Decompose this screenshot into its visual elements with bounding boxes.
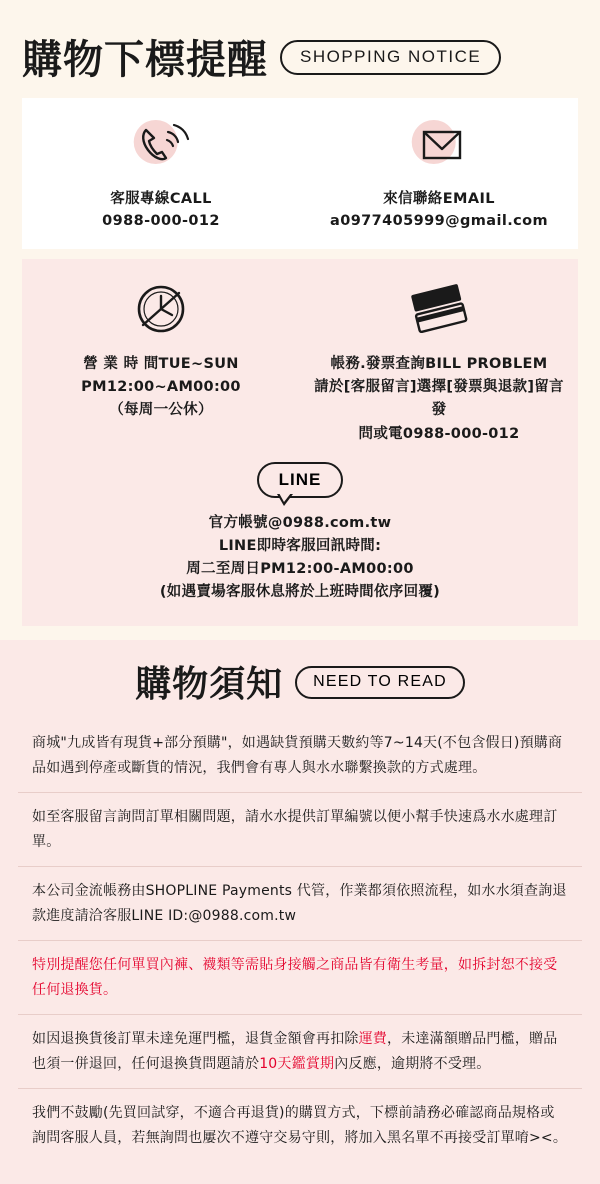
notice-blacklist [18, 1089, 582, 1162]
notice-header [0, 640, 600, 711]
notice-list [18, 719, 582, 1162]
billing-line: 請於[客服留言]選擇[發票與退款]留言發 [314, 379, 564, 419]
notice-payments [18, 867, 582, 941]
clock-icon-wrap [32, 281, 290, 343]
business-hours-block [22, 281, 300, 446]
shopping-notice-badge: SHOPPING NOTICE [280, 40, 501, 75]
email-icon-wrap [308, 116, 570, 178]
contact-value: 0988-000-012 [102, 213, 220, 230]
notice-section [0, 640, 600, 1184]
business-hours-line: （每周一公休） [109, 402, 213, 419]
phone-icon-wrap [30, 116, 292, 178]
notice-text-segment: 如至客服留言詢問訂單相關問題，請水水提供訂單編號以便小幫手快速爲水水處理訂單。 [32, 809, 558, 850]
contact-label: 客服專線CALL [110, 191, 212, 207]
credit-card-icon-wrap [310, 281, 568, 343]
billing-block [300, 281, 578, 446]
billing-line: 問或電0988-000-012 [358, 425, 520, 442]
notice-text-segment: 如因退換貨後訂單未達免運門檻，退貨金額會再扣除 [32, 1031, 359, 1048]
notice-text-segment: 我們不鼓勵(先買回試穿，不適合再退貨)的購買方式，下標前請務必確認商品規格或詢問客服人員，若無詢問也屢次不遵守交易守則，將加入黑名單不再接受訂單唷><。 [32, 1105, 568, 1146]
line-block [22, 462, 578, 605]
notice-text-segment: 特別提醒您任何單買內褲、襪類等需貼身接觸之商品皆有衛生考量，如拆封恕不接受任何退換貨。 [32, 957, 558, 998]
info-panel [22, 259, 578, 627]
notice-text-segment: 內反應，逾期將不受理。 [334, 1055, 491, 1072]
clock-icon [129, 279, 193, 344]
contact-value: a0977405999@gmail.com [330, 213, 548, 230]
contact-card [22, 98, 578, 249]
notice-preorder [18, 719, 582, 793]
page-title: 購物下標提醒 [22, 37, 268, 83]
line-badge: LINE [257, 462, 344, 498]
contact-label: 來信聯絡EMAIL [383, 191, 495, 207]
notice-order-number [18, 793, 582, 867]
billing-line: 帳務.發票查詢BILL PROBLEM [330, 355, 548, 372]
line-note: (如遇賣場客服休息將於上班時間依序回覆) [159, 584, 441, 601]
notice-text-segment: 運費 [358, 1031, 388, 1048]
notice-text-segment: 本公司金流帳務由SHOPLINE Payments 代管，作業都須依照流程，如水水須查詢退款進度請洽客服LINE ID:@0988.com.tw [32, 883, 567, 924]
notice-text-segment: 10天鑑賞期 [259, 1055, 335, 1072]
business-hours-line: 營 業 時 間TUE~SUN [83, 355, 239, 372]
notice-title: 購物須知 [135, 664, 284, 706]
business-hours-line: PM12:00~AM00:00 [81, 379, 241, 396]
notice-hygiene [18, 941, 582, 1015]
notice-text-segment: ，未達滿額贈品門檻，贈品也須一併退回，任何退換貨問題請於 [32, 1031, 558, 1072]
contact-email-block [300, 116, 578, 233]
line-hours-label: LINE即時客服回訊時間: [218, 537, 382, 554]
credit-card-icon [399, 279, 479, 344]
notice-shipping-fee [18, 1015, 582, 1089]
email-icon [410, 120, 468, 175]
notice-text-segment: 商城"九成皆有現貨+部分預購"，如遇缺貨預購天數約等7~14天(不包含假日)預購商品如遇到停產或斷貨的情況，我們會有專人與水水聯繫換款的方式處理。 [32, 735, 563, 776]
phone-icon [132, 120, 190, 175]
need-to-read-badge: NEED TO READ [295, 666, 465, 699]
line-hours-value: 周二至周日PM12:00-AM00:00 [186, 561, 414, 578]
line-account: 官方帳號@0988.com.tw [208, 514, 392, 531]
page-header [0, 0, 600, 86]
contact-phone-block [22, 116, 300, 233]
info-row [22, 281, 578, 446]
